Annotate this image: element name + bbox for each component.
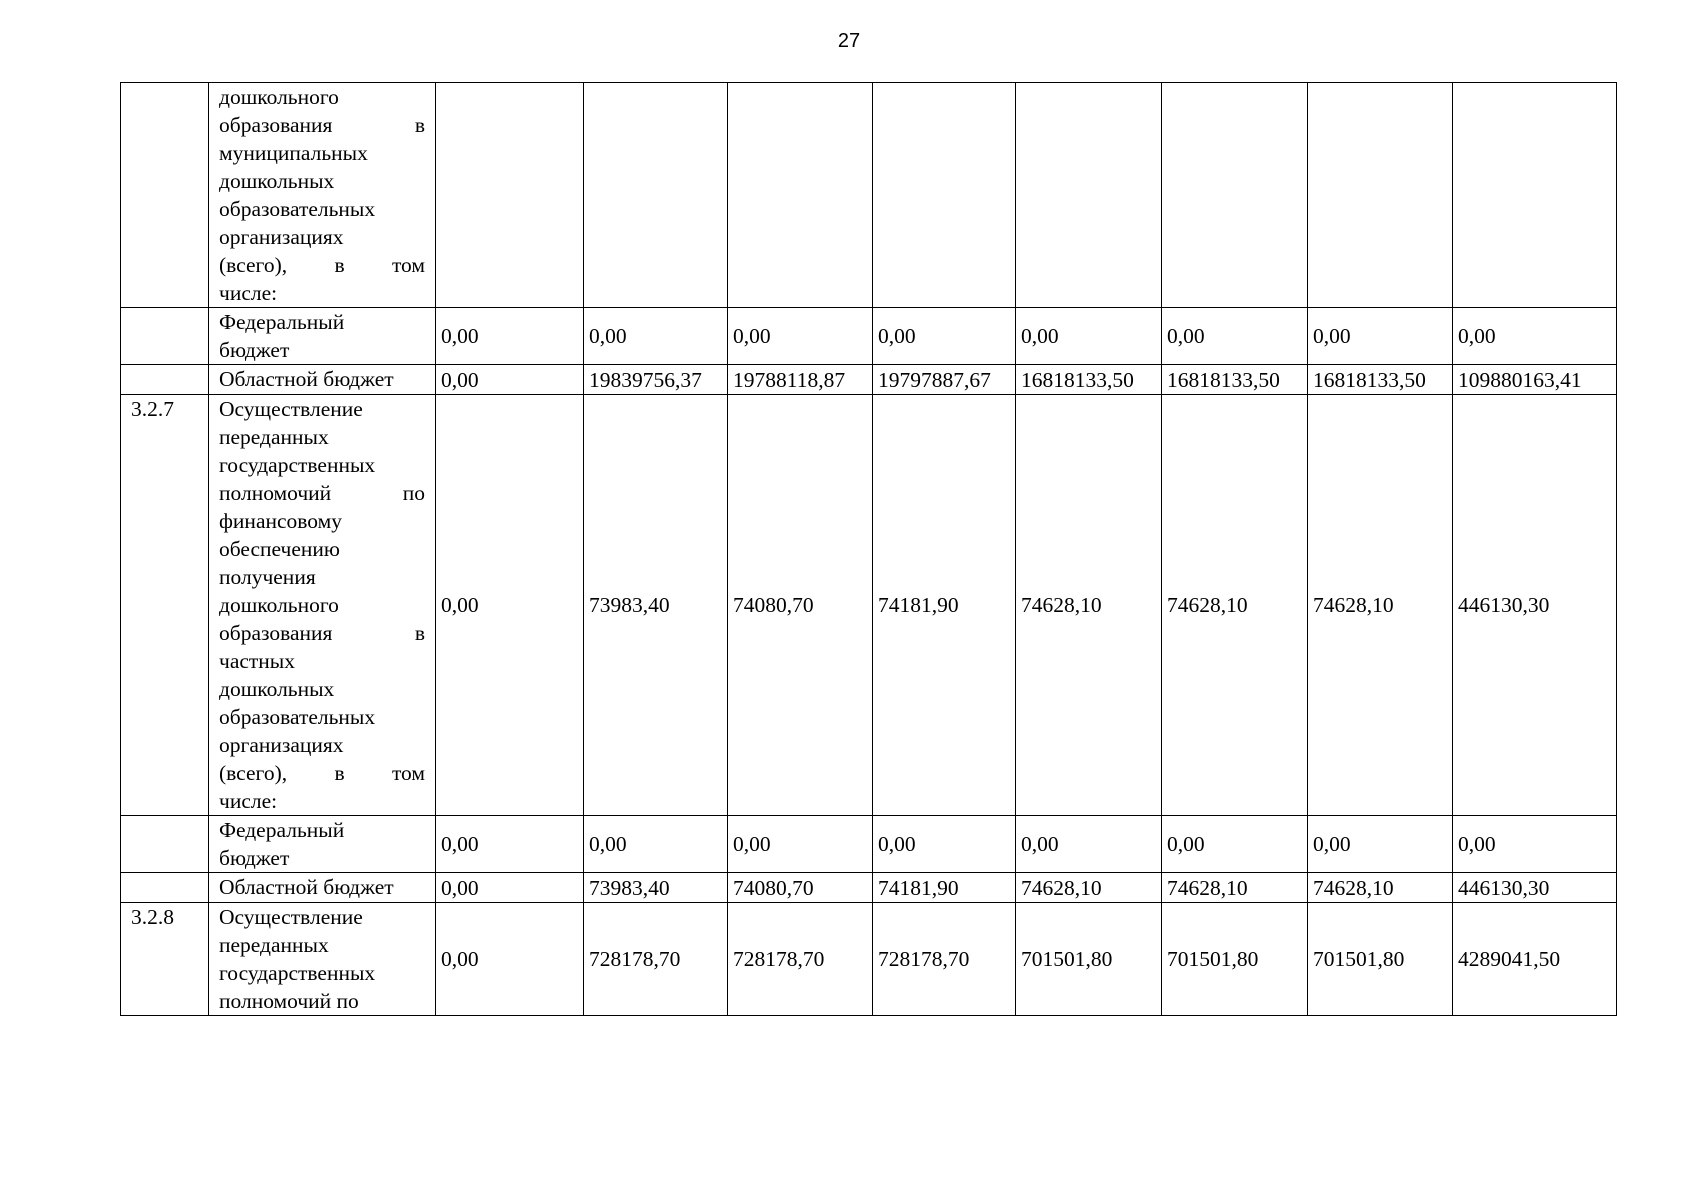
value-cell: 0,00 bbox=[1016, 816, 1162, 873]
page-number: 27 bbox=[837, 30, 861, 52]
value-cell: 73983,40 bbox=[584, 873, 728, 903]
table-row bbox=[121, 816, 1617, 873]
description-line: бюджет bbox=[219, 846, 290, 870]
value-cell: 0,00 bbox=[728, 816, 873, 873]
value-cell: 74628,10 bbox=[1308, 873, 1453, 903]
value-cell: 74181,90 bbox=[873, 395, 1016, 816]
description-line: образования в bbox=[219, 621, 425, 645]
description-line: частных bbox=[219, 649, 295, 673]
description-line: Осуществление bbox=[219, 905, 363, 929]
value-cell: 74181,90 bbox=[873, 873, 1016, 903]
description-line: бюджет bbox=[219, 338, 290, 362]
value-cell: 16818133,50 bbox=[1162, 365, 1308, 395]
value-cell bbox=[1453, 83, 1617, 308]
row-code: 3.2.8 bbox=[121, 903, 209, 1016]
table-row bbox=[121, 365, 1617, 395]
value-cell: 0,00 bbox=[584, 308, 728, 365]
value-cell: 0,00 bbox=[436, 903, 584, 1016]
value-cell bbox=[873, 83, 1016, 308]
value-cell: 0,00 bbox=[873, 816, 1016, 873]
value-cell: 74628,10 bbox=[1162, 395, 1308, 816]
value-cell: 0,00 bbox=[584, 816, 728, 873]
row-description bbox=[209, 308, 436, 365]
description-line: государственных bbox=[219, 961, 376, 985]
description-line: числе: bbox=[219, 281, 278, 305]
description-line: переданных bbox=[219, 425, 329, 449]
table-row bbox=[121, 873, 1617, 903]
description-line: получения bbox=[219, 565, 316, 589]
value-cell: 0,00 bbox=[728, 308, 873, 365]
value-cell: 109880163,41 bbox=[1453, 365, 1617, 395]
description-line: (всего), в том bbox=[219, 761, 425, 785]
value-cell: 19839756,37 bbox=[584, 365, 728, 395]
description-line: образовательных bbox=[219, 197, 376, 221]
description-line: Федеральный bbox=[219, 818, 345, 842]
value-cell: 19797887,67 bbox=[873, 365, 1016, 395]
description-line: Областной бюджет bbox=[219, 875, 394, 899]
value-cell: 0,00 bbox=[873, 308, 1016, 365]
value-cell: 701501,80 bbox=[1162, 903, 1308, 1016]
value-cell: 74080,70 bbox=[728, 873, 873, 903]
budget-table bbox=[120, 82, 1617, 1016]
description-line: Федеральный bbox=[219, 310, 345, 334]
description-line: государственных bbox=[219, 453, 376, 477]
description-line: Осуществление bbox=[219, 397, 363, 421]
description-line: образования в bbox=[219, 113, 425, 137]
value-cell: 16818133,50 bbox=[1016, 365, 1162, 395]
value-cell: 728178,70 bbox=[584, 903, 728, 1016]
row-code bbox=[121, 873, 209, 903]
value-cell: 701501,80 bbox=[1016, 903, 1162, 1016]
value-cell: 16818133,50 bbox=[1308, 365, 1453, 395]
description-line: муниципальных bbox=[219, 141, 368, 165]
value-cell: 0,00 bbox=[436, 308, 584, 365]
description-line: (всего), в том bbox=[219, 253, 425, 277]
value-cell: 446130,30 bbox=[1453, 873, 1617, 903]
description-line: числе: bbox=[219, 789, 278, 813]
value-cell: 74080,70 bbox=[728, 395, 873, 816]
value-cell bbox=[728, 83, 873, 308]
row-code bbox=[121, 365, 209, 395]
value-cell: 0,00 bbox=[436, 816, 584, 873]
table-row bbox=[121, 903, 1617, 1016]
value-cell: 728178,70 bbox=[728, 903, 873, 1016]
description-line: полномочий по bbox=[219, 481, 425, 505]
row-description bbox=[209, 395, 436, 816]
row-description bbox=[209, 903, 436, 1016]
value-cell bbox=[1308, 83, 1453, 308]
description-line: полномочий по bbox=[219, 989, 359, 1013]
value-cell: 0,00 bbox=[1308, 816, 1453, 873]
value-cell: 446130,30 bbox=[1453, 395, 1617, 816]
value-cell: 73983,40 bbox=[584, 395, 728, 816]
value-cell: 74628,10 bbox=[1308, 395, 1453, 816]
row-description bbox=[209, 365, 436, 395]
row-description bbox=[209, 83, 436, 308]
value-cell: 728178,70 bbox=[873, 903, 1016, 1016]
value-cell: 0,00 bbox=[1162, 308, 1308, 365]
table-row bbox=[121, 308, 1617, 365]
description-line: организациях bbox=[219, 225, 344, 249]
value-cell: 0,00 bbox=[436, 873, 584, 903]
value-cell: 0,00 bbox=[1453, 308, 1617, 365]
value-cell: 0,00 bbox=[1162, 816, 1308, 873]
value-cell bbox=[1162, 83, 1308, 308]
value-cell: 0,00 bbox=[1308, 308, 1453, 365]
description-line: дошкольных bbox=[219, 677, 335, 701]
table-row bbox=[121, 395, 1617, 816]
value-cell: 74628,10 bbox=[1016, 395, 1162, 816]
description-line: дошкольного bbox=[219, 593, 339, 617]
value-cell bbox=[1016, 83, 1162, 308]
value-cell: 701501,80 bbox=[1308, 903, 1453, 1016]
description-line: переданных bbox=[219, 933, 329, 957]
value-cell: 74628,10 bbox=[1016, 873, 1162, 903]
description-line: образовательных bbox=[219, 705, 376, 729]
table-body bbox=[121, 83, 1617, 1016]
row-code bbox=[121, 816, 209, 873]
row-description bbox=[209, 873, 436, 903]
description-line: Областной бюджет bbox=[219, 367, 394, 391]
row-code bbox=[121, 308, 209, 365]
description-line: обеспечению bbox=[219, 537, 340, 561]
description-line: организациях bbox=[219, 733, 344, 757]
description-line: финансовому bbox=[219, 509, 342, 533]
value-cell: 0,00 bbox=[1016, 308, 1162, 365]
value-cell: 0,00 bbox=[1453, 816, 1617, 873]
value-cell: 4289041,50 bbox=[1453, 903, 1617, 1016]
description-line: дошкольного bbox=[219, 85, 339, 109]
row-code bbox=[121, 83, 209, 308]
value-cell: 0,00 bbox=[436, 365, 584, 395]
value-cell: 74628,10 bbox=[1162, 873, 1308, 903]
row-code: 3.2.7 bbox=[121, 395, 209, 816]
value-cell bbox=[436, 83, 584, 308]
description-line: дошкольных bbox=[219, 169, 335, 193]
value-cell: 0,00 bbox=[436, 395, 584, 816]
table-row bbox=[121, 83, 1617, 308]
row-description bbox=[209, 816, 436, 873]
value-cell: 19788118,87 bbox=[728, 365, 873, 395]
value-cell bbox=[584, 83, 728, 308]
